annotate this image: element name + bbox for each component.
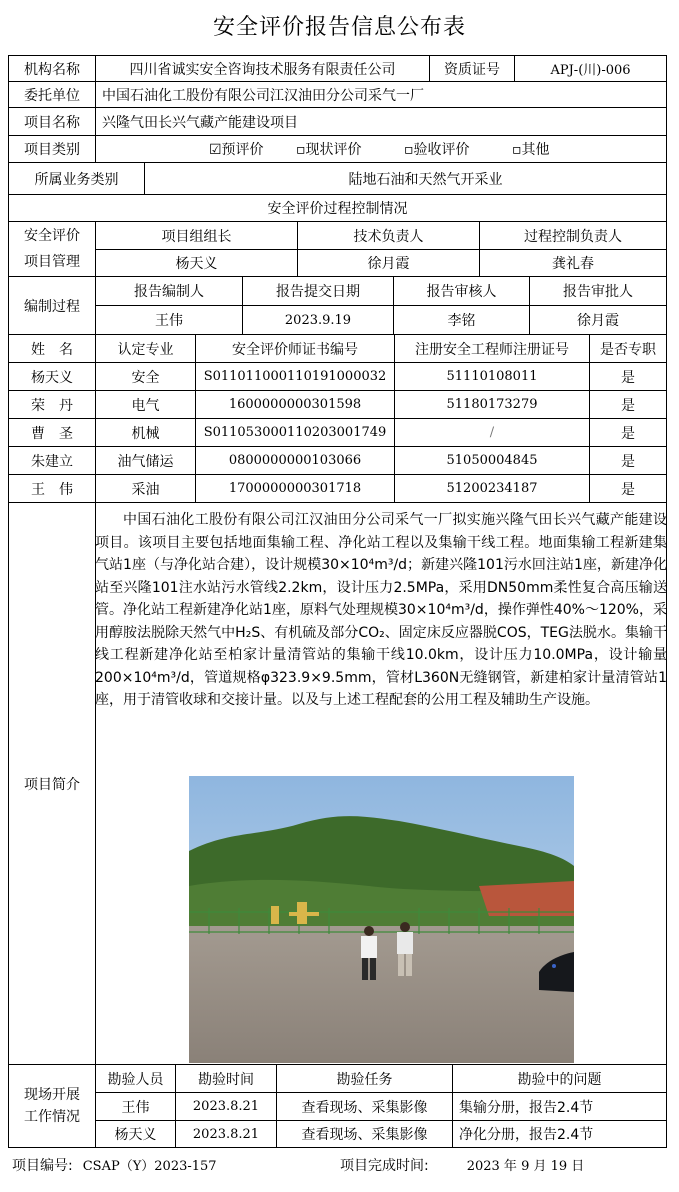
client-value: 中国石油化工股份有限公司江汉油田分公司采气一厂 (95, 81, 667, 108)
management-label (8, 221, 96, 277)
staff-name: 曹 圣 (8, 418, 96, 447)
site-task: 查看现场、采集影像 (276, 1092, 453, 1121)
staff-name: 王 伟 (8, 474, 96, 503)
footer-completion (340, 1155, 584, 1175)
staff-major: 机械 (95, 418, 196, 447)
site-person: 杨天义 (95, 1120, 176, 1148)
category-current-eval[interactable]: ▫现状评价 (296, 142, 362, 158)
site-task: 查看现场、采集影像 (276, 1120, 453, 1148)
staff-reg: 51180173279 (394, 390, 590, 419)
staff-header-reg: 注册安全工程师注册证号 (394, 334, 590, 363)
staff-header-name: 姓 名 (8, 334, 96, 363)
site-person: 王伟 (95, 1092, 176, 1121)
staff-reg: / (394, 418, 590, 447)
site-issue: 净化分册，报告2.4节 (452, 1120, 667, 1148)
site-issue: 集输分册，报告2.4节 (452, 1092, 667, 1121)
compile-value-reviewer: 李铭 (393, 305, 530, 335)
site-header-time: 勘验时间 (175, 1064, 277, 1093)
staff-name: 荣 丹 (8, 390, 96, 419)
staff-cert: S011053000110203001749 (195, 418, 395, 447)
management-header-tech: 技术负责人 (297, 221, 480, 250)
management-value-tech: 徐月霞 (297, 249, 480, 277)
management-value-process: 龚礼春 (479, 249, 667, 277)
staff-major: 油气储运 (95, 446, 196, 475)
staff-major: 安全 (95, 362, 196, 391)
compile-header-date: 报告提交日期 (242, 276, 394, 306)
compile-header-reviewer: 报告审核人 (393, 276, 530, 306)
site-label-line1: 现场开展 (24, 1087, 80, 1103)
category-label: 项目类别 (8, 135, 96, 163)
site-label (8, 1064, 96, 1148)
category-other[interactable]: ▫其他 (512, 142, 550, 158)
compile-value-date: 2023.9.19 (242, 305, 394, 335)
footer-project-number (12, 1155, 217, 1175)
compile-label: 编制过程 (8, 276, 96, 335)
site-time: 2023.8.21 (175, 1092, 277, 1121)
staff-cert: 0800000000103066 (195, 446, 395, 475)
site-header-task: 勘验任务 (276, 1064, 453, 1093)
client-label: 委托单位 (8, 81, 96, 108)
staff-fulltime: 是 (589, 446, 667, 475)
industry-value: 陆地石油和天然气开采业 (144, 162, 667, 195)
management-label-line2: 项目管理 (24, 254, 80, 270)
category-pre-eval[interactable]: ☑预评价 (209, 142, 264, 158)
project-name-label: 项目名称 (8, 107, 96, 136)
compile-value-approver: 徐月霞 (529, 305, 667, 335)
staff-cert: 1700000000301718 (195, 474, 395, 503)
compile-header-approver: 报告审批人 (529, 276, 667, 306)
staff-fulltime: 是 (589, 418, 667, 447)
compile-header-author: 报告编制人 (95, 276, 243, 306)
process-header: 安全评价过程控制情况 (8, 194, 667, 222)
management-header-leader: 项目组组长 (95, 221, 298, 250)
staff-header-cert: 安全评价师证书编号 (195, 334, 395, 363)
compile-value-author: 王伟 (95, 305, 243, 335)
staff-major: 电气 (95, 390, 196, 419)
staff-fulltime: 是 (589, 474, 667, 503)
industry-label: 所属业务类别 (8, 162, 145, 195)
staff-reg: 51200234187 (394, 474, 590, 503)
staff-cert: S011011000110191000032 (195, 362, 395, 391)
staff-name: 朱建立 (8, 446, 96, 475)
staff-reg: 51050004845 (394, 446, 590, 475)
staff-cert: 1600000000301598 (195, 390, 395, 419)
footer-number-value: CSAP（Y）2023-157 (82, 1159, 217, 1174)
project-name-value: 兴隆气田长兴气藏产能建设项目 (95, 107, 667, 136)
site-header-person: 勘验人员 (95, 1064, 176, 1093)
staff-reg: 51110108011 (394, 362, 590, 391)
footer-done-value: 2023 年 9 月 19 日 (466, 1159, 585, 1174)
staff-header-major: 认定专业 (95, 334, 196, 363)
category-acceptance-eval[interactable]: ▫验收评价 (404, 142, 470, 158)
page-title: 安全评价报告信息公布表 (212, 15, 466, 40)
staff-fulltime: 是 (589, 362, 667, 391)
cert-value: APJ-(川)-006 (514, 55, 667, 82)
category-options (95, 135, 667, 163)
staff-fulltime: 是 (589, 390, 667, 419)
site-time: 2023.8.21 (175, 1120, 277, 1148)
management-label-line1: 安全评价 (24, 228, 80, 244)
cert-label: 资质证号 (429, 55, 515, 82)
site-header-issue: 勘验中的问题 (452, 1064, 667, 1093)
staff-header-fulltime: 是否专职 (589, 334, 667, 363)
footer-done-label: 项目完成时间: (340, 1158, 429, 1174)
staff-major: 采油 (95, 474, 196, 503)
footer-number-label: 项目编号: (12, 1158, 73, 1174)
org-label: 机构名称 (8, 55, 96, 82)
org-value: 四川省诚实安全咨询技术服务有限责任公司 (95, 55, 430, 82)
management-header-process: 过程控制负责人 (479, 221, 667, 250)
staff-name: 杨天义 (8, 362, 96, 391)
site-label-line2: 工作情况 (24, 1109, 80, 1125)
intro-label: 项目简介 (8, 502, 96, 1065)
management-value-leader: 杨天义 (95, 249, 298, 277)
photo-ground (189, 926, 574, 1063)
site-photo (189, 776, 574, 1063)
intro-text: 中国石油化工股份有限公司江汉油田分公司采气一厂拟实施兴隆气田长兴气藏产能建设项目。该项目主要包括地面集输工程、净化站工程以及集输干线工程。地面集输工程新建集气站1座（与净化站合建），设计规模30×10⁴m³/d；新建兴隆101污水回注站1座，新建净化站至兴隆101注水站污水管线2.2km，设计压力2.5MPa，采用DN50mm柔性复合高压输送管。净化站工程新建净化站1座，原料气处理规模30×10⁴m³/d，操作弹性40%～120%，采用醇胺法脱除天然气中H₂S、有机硫及部分CO₂、固定床反应器脱COS，TEG法脱水。集输干线工程新建净化站至柏家计量清管站的集输干线10.0km，设计压力10.0MPa，设计输量200×10⁴m³/d，管道规格φ323.9×9.5mm，管材L360N无缝钢管，新建柏家计量清管站1座，用于清管收球和交接计量。以及与上述工程配套的公用工程及辅助生产设施。 (95, 512, 667, 708)
photo-cut-slope (479, 881, 574, 916)
